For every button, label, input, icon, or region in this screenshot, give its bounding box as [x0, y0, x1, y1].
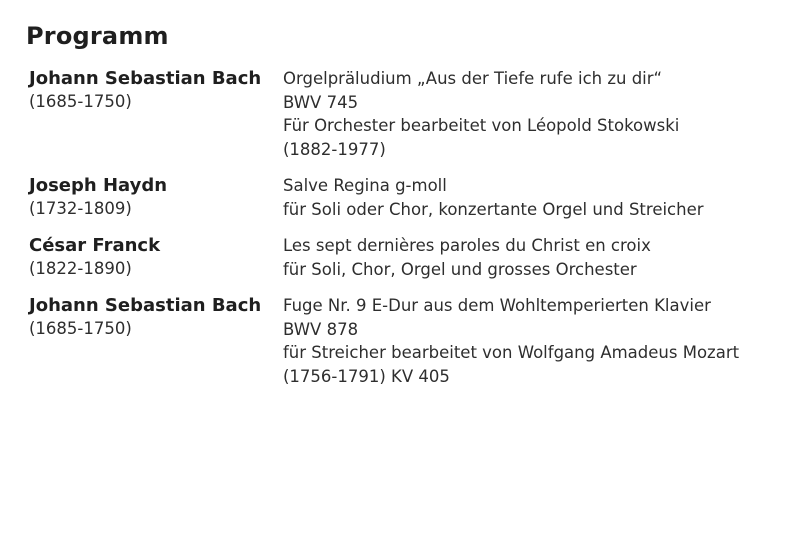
- composer-dates: (1732-1809): [29, 199, 132, 218]
- work-line: Orgelpräludium „Aus der Tiefe rufe ich zu dir“: [283, 69, 663, 88]
- work-line: BWV 745: [283, 92, 359, 112]
- composer-block: [29, 234, 279, 280]
- work-line: für Soli oder Chor, konzertante Orgel und Streicher: [283, 199, 704, 219]
- composer-name: Joseph Haydn: [29, 175, 168, 196]
- work-block: [283, 174, 783, 221]
- work-line: Fuge Nr. 9 E-Dur aus dem Wohltemperierten Klavier: [283, 296, 711, 315]
- composer-dates: (1685-1750): [29, 92, 132, 111]
- composer-dates: (1822-1890): [29, 259, 132, 278]
- program-heading: Programm: [26, 22, 169, 50]
- work-block: [283, 234, 783, 281]
- work-line: Les sept dernières paroles du Christ en croix: [283, 236, 651, 255]
- composer-block: [29, 294, 279, 340]
- composer-name: Johann Sebastian Bach: [29, 68, 262, 89]
- composer-dates: (1685-1750): [29, 319, 132, 338]
- work-block: [283, 67, 783, 161]
- work-line: für Soli, Chor, Orgel und grosses Orchester: [283, 259, 637, 279]
- composer-name: César Franck: [29, 235, 161, 256]
- work-block: [283, 294, 783, 388]
- work-line: für Streicher bearbeitet von Wolfgang Amadeus Mozart: [283, 343, 740, 362]
- composer-block: [29, 174, 279, 220]
- work-line: (1882-1977): [283, 139, 386, 159]
- work-line: Salve Regina g-moll: [283, 176, 447, 195]
- composer-name: Johann Sebastian Bach: [29, 295, 262, 316]
- work-line: Für Orchester bearbeitet von Léopold Stokowski: [283, 116, 680, 135]
- composer-block: [29, 67, 279, 113]
- work-line: (1756-1791) KV 405: [283, 366, 450, 386]
- work-line: BWV 878: [283, 319, 359, 339]
